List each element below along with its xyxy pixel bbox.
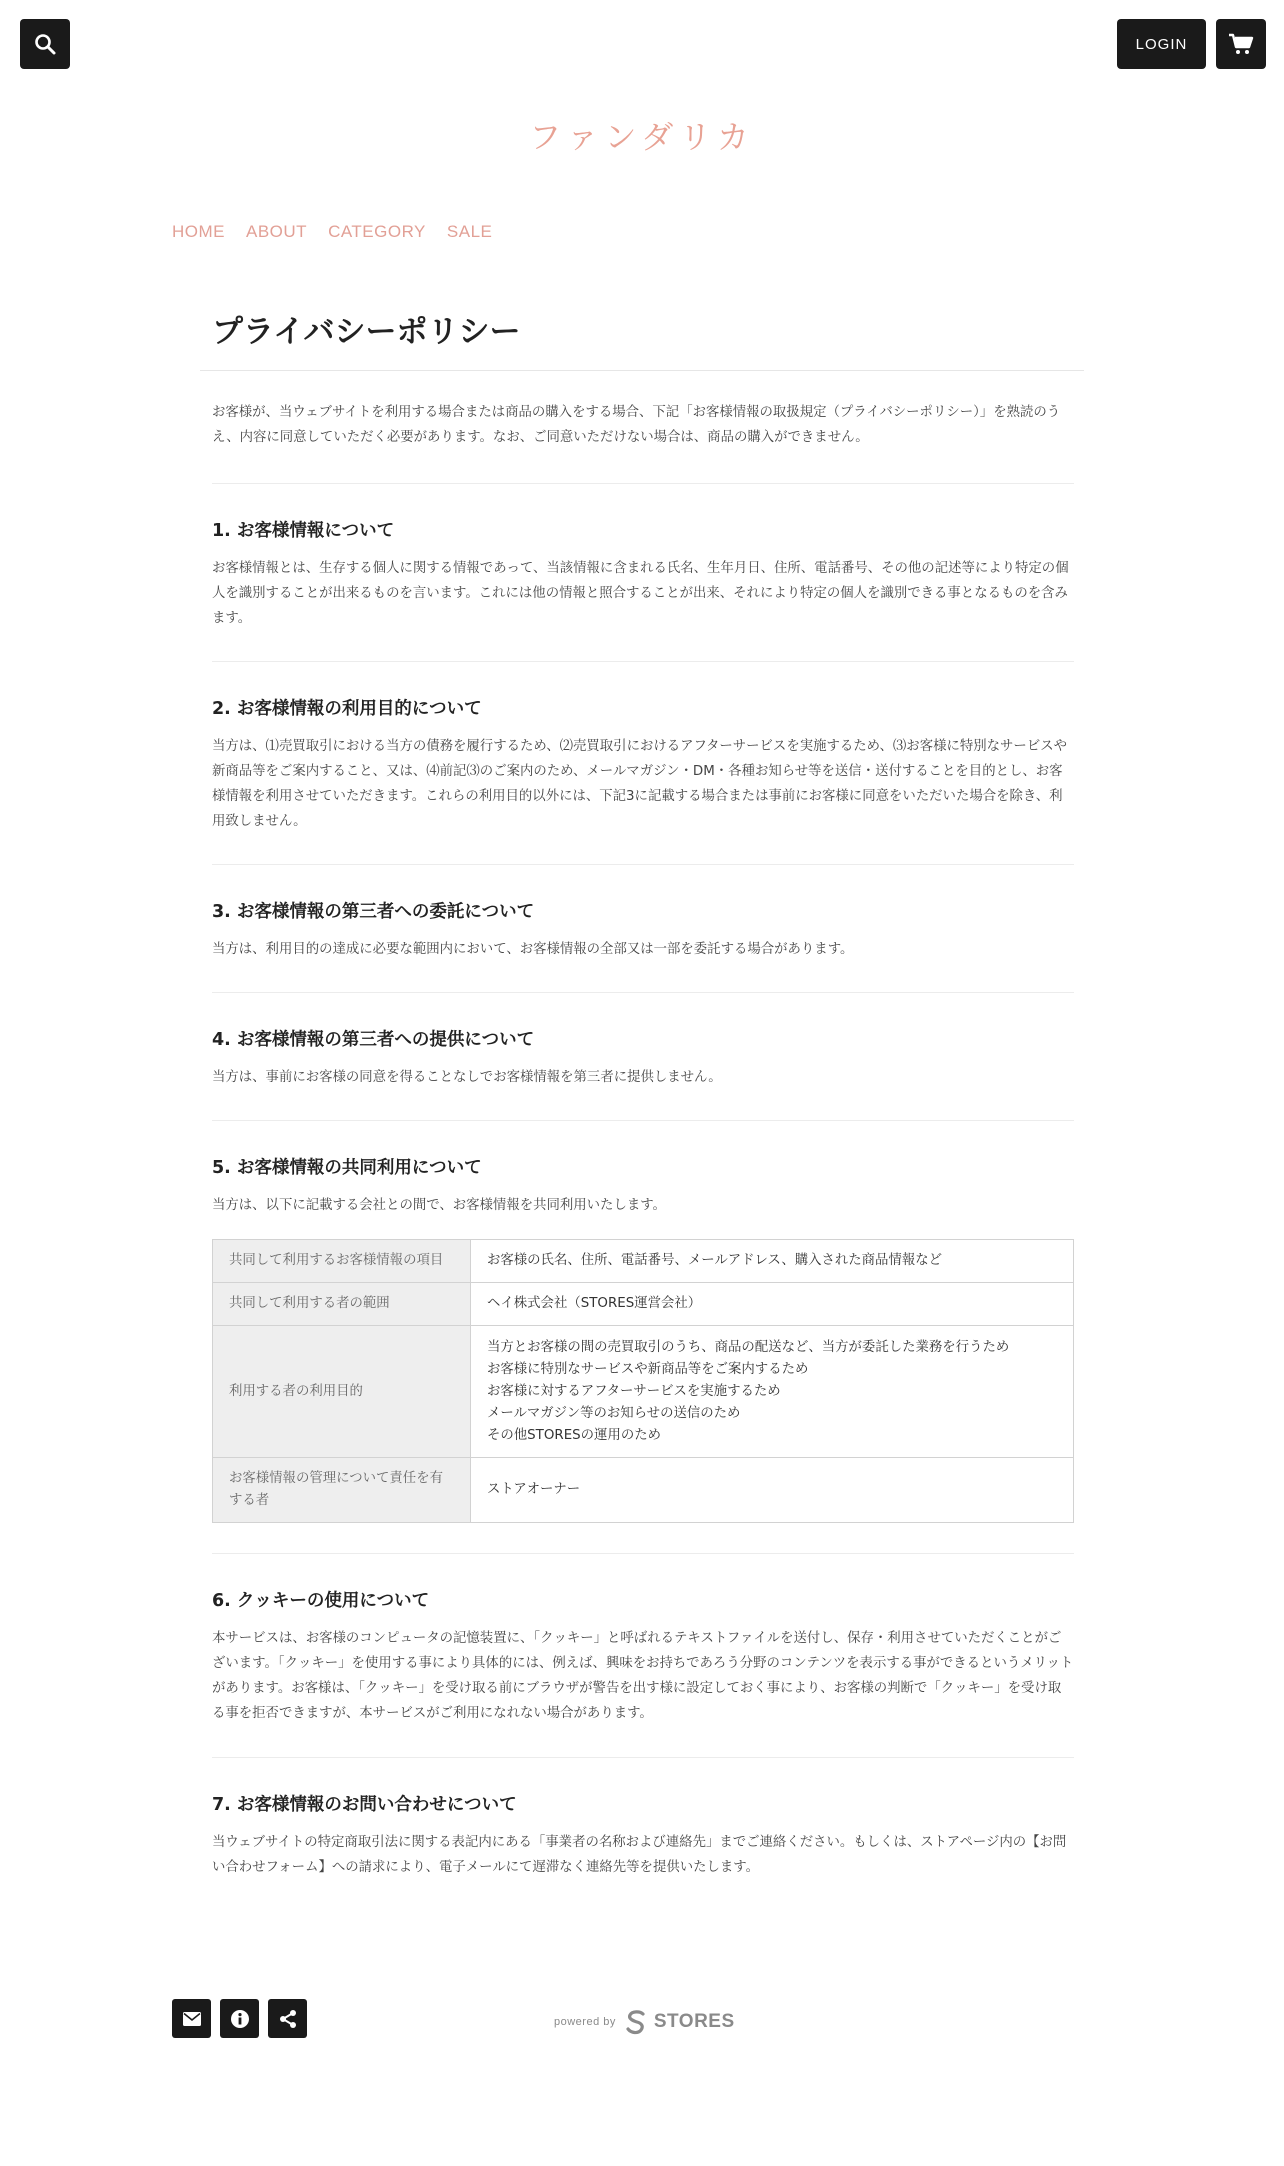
- table-row-value: [471, 1326, 1074, 1458]
- table-row: [213, 1240, 1074, 1283]
- section-heading-2: 2. お客様情報の利用目的について: [212, 699, 482, 719]
- section-body-5: 当方は、以下に記載する会社との間で、お客様情報を共同利用いたします。: [212, 1198, 666, 1213]
- mail-icon: [183, 2012, 201, 2026]
- nav-item-home[interactable]: HOME: [172, 222, 225, 241]
- table-row-label: 共同して利用するお客様情報の項目: [213, 1240, 471, 1283]
- share-button[interactable]: [268, 1999, 307, 2038]
- section-divider: [212, 661, 1074, 662]
- section-divider: [212, 864, 1074, 865]
- table-row: [213, 1283, 1074, 1326]
- purpose-line: その他STORESの運用のため: [487, 1427, 661, 1443]
- section-body-6: 本サービスは、お客様のコンピュータの記憶装置に、「クッキー」と呼ばれるテキストファイルを送付し、保存・利用させていただくことがございます。「クッキー」を使用する事により具体的には、例えば、興味をお持ちであろう分野のコンテンツを表示する事ができるというメリットがあります。お客様は、「クッキー」を受け取る前にブラウザが警告を出す様に設定しておく事により、お客様の判断で「クッキー」を受け取る事を拒否できますが、本サービスがご利用になれない場合があります。: [212, 1631, 1074, 1721]
- table-row-label: 共同して利用する者の範囲: [213, 1283, 471, 1326]
- store-info-button[interactable]: [220, 1999, 259, 2038]
- stores-logo-icon: [624, 2008, 648, 2036]
- cart-icon: [1228, 32, 1254, 56]
- footer-links: [172, 1999, 316, 2038]
- shop-title[interactable]: ファンダリカ: [529, 118, 755, 156]
- contact-button[interactable]: [172, 1999, 211, 2038]
- search-icon: [33, 32, 57, 56]
- table-row-label: 利用する者の利用目的: [213, 1326, 471, 1458]
- info-icon: [230, 2009, 250, 2029]
- purpose-line: お客様に特別なサービスや新商品等をご案内するため: [487, 1361, 809, 1377]
- stores-wordmark: STORES: [653, 2011, 735, 2032]
- purpose-line: 当方とお客様の間の売買取引のうち、商品の配送など、当方が委託した業務を行うため: [487, 1339, 1010, 1355]
- purpose-line: メールマガジン等のお知らせの送信のため: [487, 1405, 741, 1421]
- section-heading-7: 7. お客様情報のお問い合わせについて: [212, 1795, 517, 1815]
- nav-item-sale[interactable]: SALE: [446, 222, 493, 241]
- section-heading-1: 1. お客様情報について: [212, 521, 395, 541]
- search-button[interactable]: [20, 19, 70, 69]
- section-body-3: 当方は、利用目的の達成に必要な範囲内において、お客様情報の全部又は一部を委託する場合があります。: [212, 942, 854, 957]
- section-divider: [212, 1120, 1074, 1121]
- shared-use-table: [212, 1239, 1074, 1523]
- nav-item-about[interactable]: ABOUT: [246, 222, 308, 241]
- page-title: プライバシーポリシー: [212, 314, 521, 350]
- table-row: [213, 1458, 1074, 1523]
- global-nav: [172, 222, 513, 242]
- section-heading-5: 5. お客様情報の共同利用について: [212, 1158, 482, 1178]
- table-row-value: お客様の氏名、住所、電話番号、メールアドレス、購入された商品情報など: [471, 1240, 1074, 1283]
- section-body-7: 当ウェブサイトの特定商取引法に関する表記内にある「事業者の名称および連絡先」までご連絡ください。もしくは、ストアページ内の【お問い合わせフォーム】への請求により、電子メールにて遅滞なく連絡先等を提供いたします。: [212, 1835, 1067, 1875]
- intro-text: お客様が、当ウェブサイトを利用する場合または商品の購入をする場合、下記「お客様情報の取扱規定（プライバシーポリシー）」を熟読のうえ、内容に同意していただく必要があります。なお、ご同意いただけない場合は、商品の購入ができません。: [212, 405, 1061, 445]
- powered-by-stores[interactable]: [554, 2008, 735, 2036]
- section-body-1: お客様情報とは、生存する個人に関する情報であって、当該情報に含まれる氏名、生年月日、住所、電話番号、その他の記述等により特定の個人を識別することが出来るものを言います。これには他の情報と照合することが出来、それにより特定の個人を識別できる事となるものを含みます。: [212, 561, 1069, 626]
- section-heading-3: 3. お客様情報の第三者への委託について: [212, 902, 535, 922]
- nav-item-category[interactable]: CATEGORY: [328, 222, 426, 241]
- table-row-value: ヘイ株式会社（STORES運営会社）: [471, 1283, 1074, 1326]
- powered-by-label: powered by: [554, 2016, 616, 2028]
- share-icon: [278, 2009, 298, 2029]
- section-heading-4: 4. お客様情報の第三者への提供について: [212, 1030, 535, 1050]
- purpose-line: お客様に対するアフターサービスを実施するため: [487, 1383, 781, 1399]
- cart-button[interactable]: [1216, 19, 1266, 69]
- table-row-label: お客様情報の管理について責任を有する者: [213, 1458, 471, 1523]
- login-button[interactable]: LOGIN: [1117, 19, 1206, 69]
- title-divider: [200, 370, 1084, 371]
- section-divider: [212, 483, 1074, 484]
- section-divider: [212, 992, 1074, 993]
- section-body-2: 当方は、⑴売買取引における当方の債務を履行するため、⑵売買取引におけるアフターサービスを実施するため、⑶お客様に特別なサービスや新商品等をご案内すること、又は、⑷前記⑶のご案内のため、メールマガジン・DM・各種お知らせ等を送信・送付することを目的とし、お客様情報を利用させていただきます。これらの利用目的以外には、下記3に記載する場合または事前にお客様に同意をいただいた場合を除き、利用致しません。: [212, 739, 1067, 829]
- section-heading-6: 6. クッキーの使用について: [212, 1591, 430, 1611]
- section-body-4: 当方は、事前にお客様の同意を得ることなしでお客様情報を第三者に提供しません。: [212, 1070, 722, 1085]
- table-row-value: ストアオーナー: [471, 1458, 1074, 1523]
- section-divider: [212, 1553, 1074, 1554]
- section-divider: [212, 1757, 1074, 1758]
- table-row: [213, 1326, 1074, 1458]
